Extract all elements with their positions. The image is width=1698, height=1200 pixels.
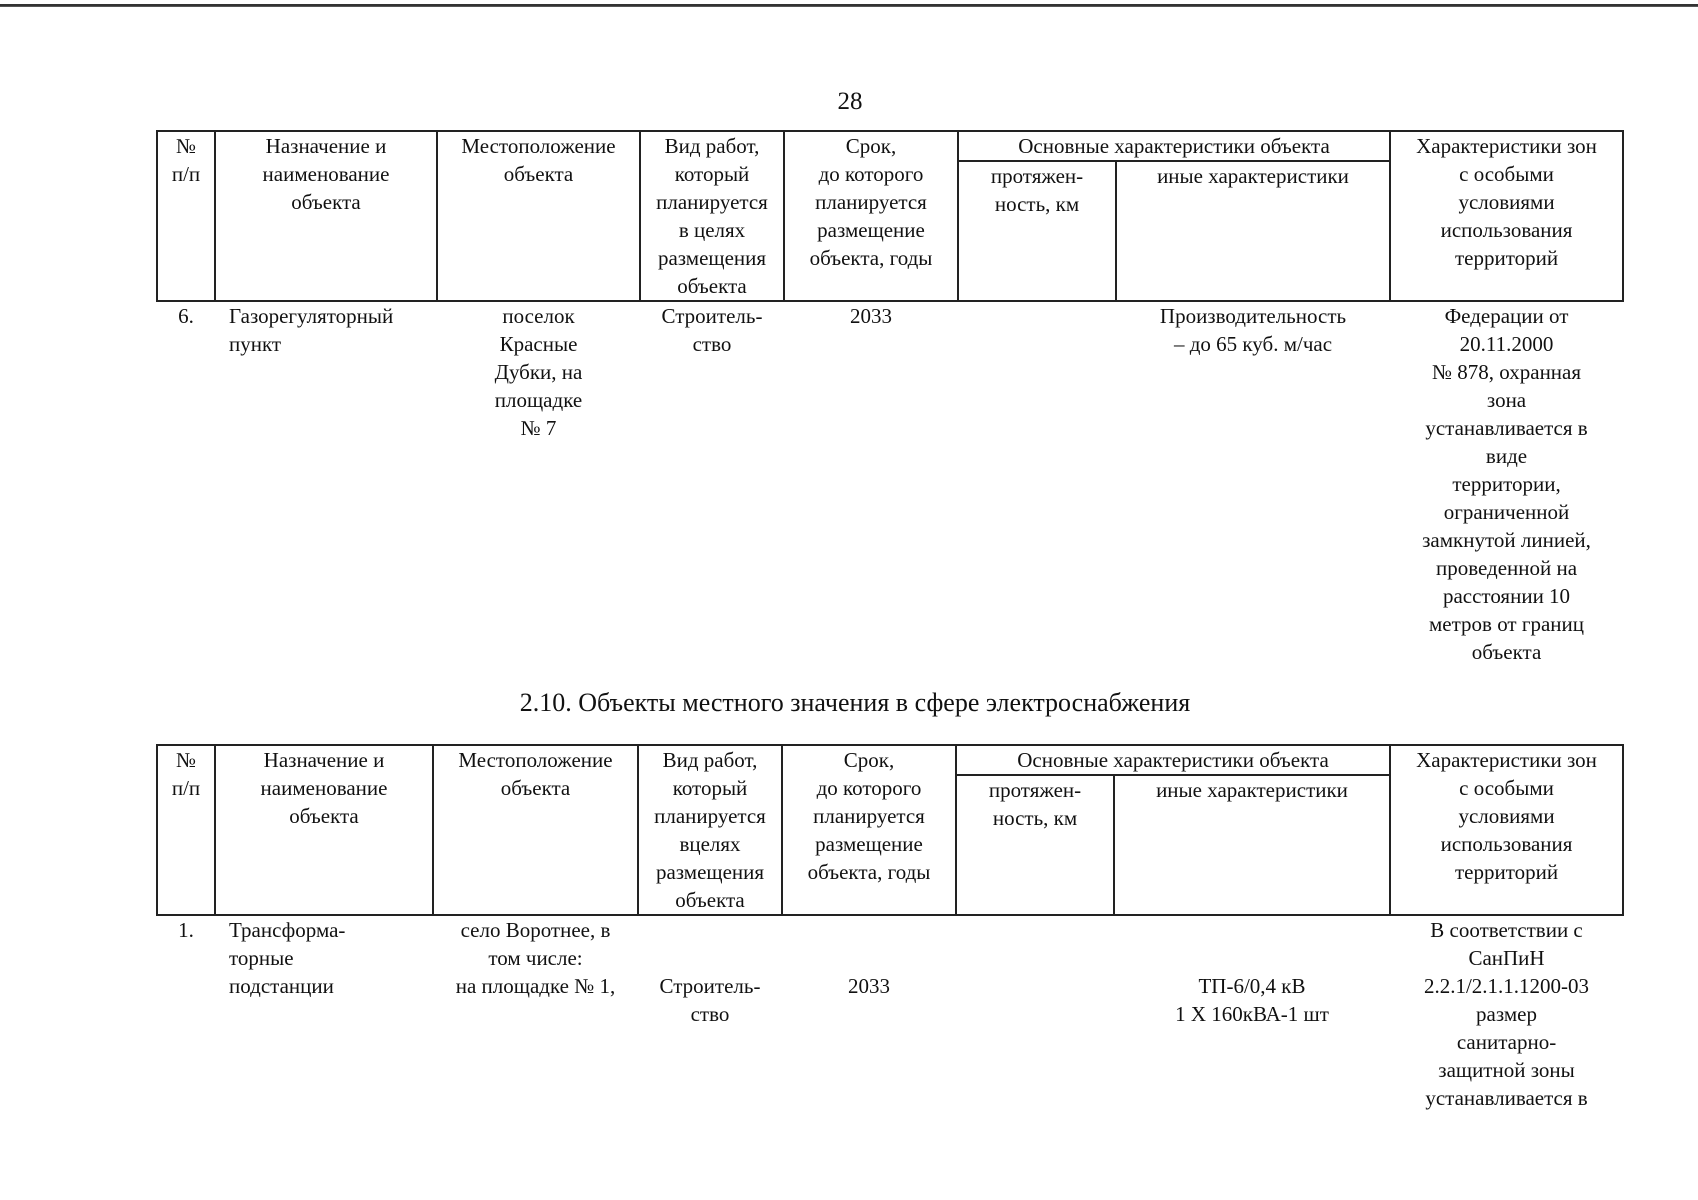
header-characteristics: Основные характеристики объекта bbox=[956, 745, 1390, 775]
row-work-type: Строитель- ство bbox=[659, 974, 761, 1026]
header-name: Назначение и наименование объекта bbox=[215, 131, 437, 301]
header-characteristics: Основные характеристики объекта bbox=[958, 131, 1390, 161]
row-num: 6. bbox=[178, 304, 194, 328]
gas-objects-table bbox=[156, 130, 1624, 666]
row-other: Производительность – до 65 куб. м/час bbox=[1159, 304, 1347, 356]
header-other: иные характеристики bbox=[1114, 775, 1390, 915]
header-work-type: Вид работ, который планируется в целях размещения объекта bbox=[640, 131, 784, 301]
header-name: Назначение и наименование объекта bbox=[215, 745, 433, 915]
row-zones: Федерации от 20.11.2000 № 878, охранная зона устанавливается в виде территории, ограниченной замкнутой линией, проведенной на расстоянии 10 метров от границ объекта bbox=[1422, 304, 1591, 664]
header-term: Срок, до которого планируется размещение объекта, годы bbox=[784, 131, 958, 301]
power-objects-table bbox=[156, 744, 1624, 1112]
header-term: Срок, до которого планируется размещение объекта, годы bbox=[782, 745, 956, 915]
section-title: 2.10. Объекты местного значения в сфере электроснабжения bbox=[519, 688, 1191, 717]
row-length bbox=[958, 301, 1116, 666]
row-zones: В соответствии с СанПиН 2.2.1/2.1.1.1200-03 размер санитарно- защитной зоны устанавливается в bbox=[1423, 918, 1590, 1110]
row-name: Трансформа- торные подстанции bbox=[229, 918, 346, 998]
row-term: 2033 bbox=[848, 974, 890, 998]
header-zones: Характеристики зон с особыми условиями использования территорий bbox=[1390, 131, 1623, 301]
header-other: иные характеристики bbox=[1116, 161, 1390, 301]
row-location: поселок Красные Дубки, на площадке № 7 bbox=[494, 304, 583, 440]
header-length: протяжен- ность, км bbox=[958, 161, 1116, 301]
row-other: ТП-6/0,4 кВ 1 Х 160кВА-1 шт bbox=[1175, 974, 1329, 1026]
row-name: Газорегуляторный пункт bbox=[229, 304, 394, 356]
header-location: Местоположение объекта bbox=[433, 745, 638, 915]
header-zones: Характеристики зон с особыми условиями использования территорий bbox=[1390, 745, 1623, 915]
page-number: 28 bbox=[837, 88, 863, 115]
row-num: 1. bbox=[178, 918, 194, 942]
row-length bbox=[956, 915, 1114, 1112]
header-length: протяжен- ность, км bbox=[956, 775, 1114, 915]
row-term: 2033 bbox=[850, 304, 892, 328]
top-rule bbox=[0, 4, 1698, 7]
header-num: № п/п bbox=[157, 131, 215, 301]
table-row bbox=[157, 915, 1623, 1112]
header-location: Местоположение объекта bbox=[437, 131, 640, 301]
header-work-type: Вид работ, который планируется вцелях размещения объекта bbox=[638, 745, 782, 915]
table-row bbox=[157, 301, 1623, 666]
row-location: село Воротнее, в том числе: на площадке № 1, bbox=[455, 918, 616, 998]
row-work-type: Строитель- ство bbox=[661, 304, 763, 356]
header-num: № п/п bbox=[157, 745, 215, 915]
